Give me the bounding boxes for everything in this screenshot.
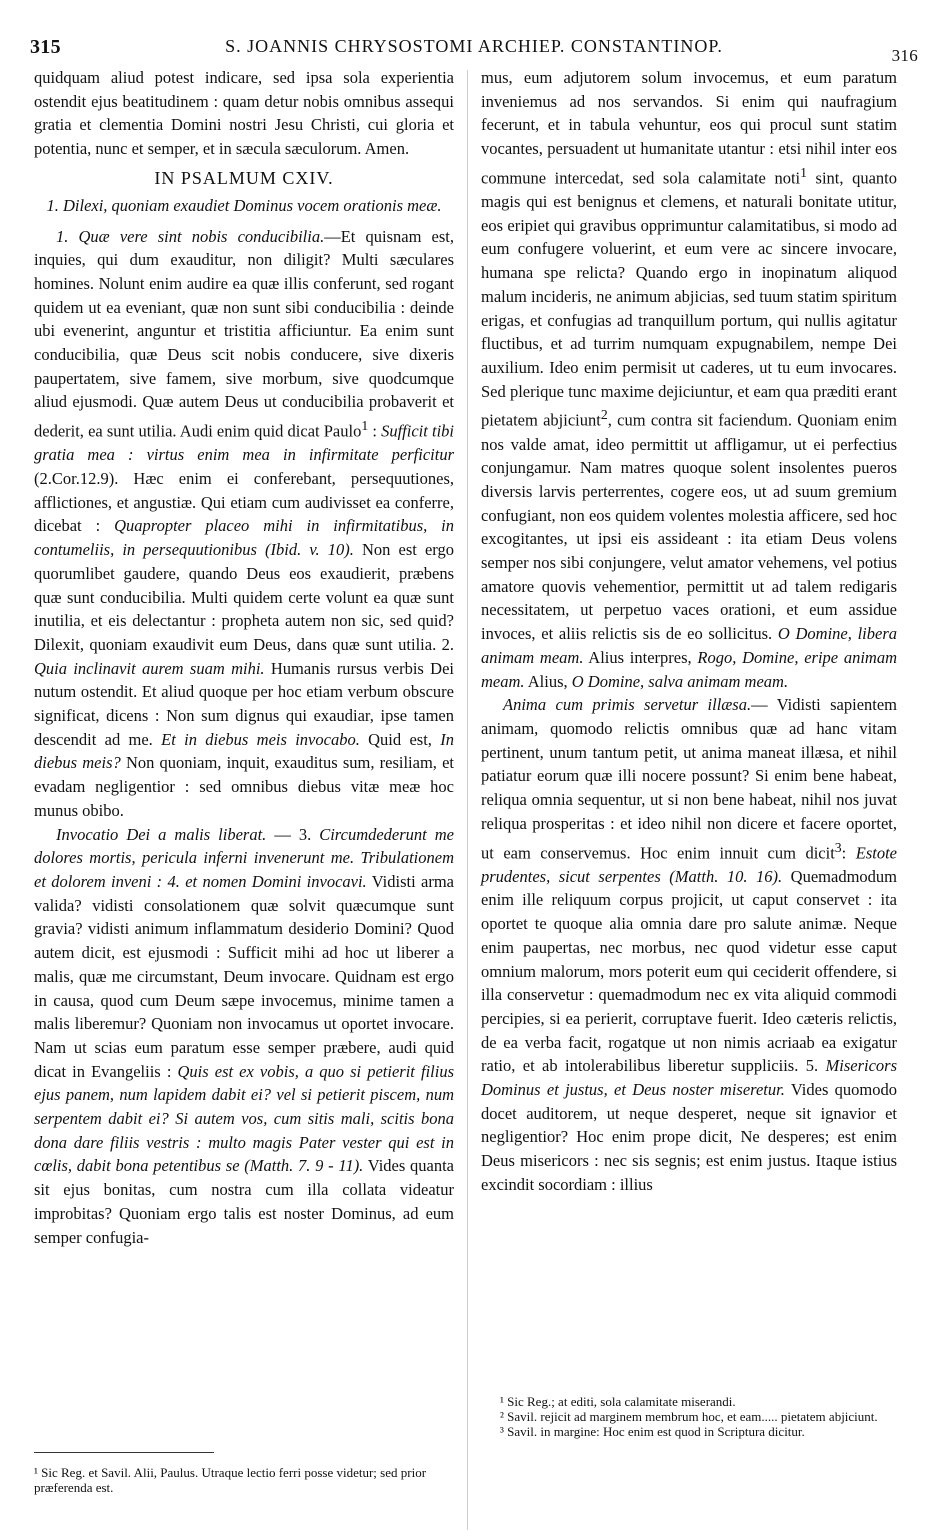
footnote-ref: 2	[600, 407, 608, 423]
footnote-ref: 3	[834, 839, 842, 855]
page-number-left: 315	[30, 36, 61, 58]
page-number-right: 316	[891, 46, 918, 65]
paragraph-lead: Invocatio Dei a malis liberat.	[56, 824, 267, 844]
footnote-3: ³ Savil. in margine: Hoc enim est quod in Scriptura dicitur.	[500, 1424, 805, 1439]
footnote-1: ¹ Sic Reg.; at editi, sola calamitate miserandi.	[500, 1394, 736, 1409]
footnotes-right	[500, 1394, 900, 1439]
paragraph-lead: Anima cum primis servetur illæsa.	[503, 695, 752, 715]
paragraph-continued: mus, eum adjutorem solum invocemus, et eum paratum inveniemus ad nos servandos. Si enim qui naufragium fecerunt, et in tabula vehuntur, eos qui procul sunt statim vocantes, persuadent ut humanitate utantur : etsi nihil inter eos commune intercedat, sed sola calamitate noti$^1$ sint, quanto magis qui est benignus et clemens, et naturali bonitate utitur, eos eripiet qui gravibus opprimuntur calamitatibus, si modo ad eum confugere voluerint, et eum vere ac sincere invocare, humana spe relicta? Quando ergo in inopinatum aliquod malum incideris, ne animum abjicias, sed tuum statim spiritum erigas, et confugias ad tranquillum portum, qui nullis agitatur fluctibus, et ad turrim numquam expugnabilem, nempe Dei auxilium. Ideo enim permisit ut caderes, ut tu eum invocares. Sed plerique tunc maxime dejiciuntur, et eam qua præditi erant pietatem abjiciunt$^2$, cum contra sit faciendum. Quoniam enim nos valde amat, ideo permittit ut affligamur, ut ei perfectius conjungamur. Nam matres quoque solent insolentes pueros diversis larvis perterrentes, cogere eos, ut ad suum gremium confugiant, non eos quidem volentes molestia afficere, sed hoc excogitantes, ut ipsi eis assideant : ita etiam Deus volens semper nos sibi conjungere, velut amator vehemens, vel potius amatore quovis vehementior, permittit ut ad talem redigaris necessitatem, ut perpetuo vaces orationi, et eum assidue invoces, et aliis relictis sis de eo sollicitus. O Domine, libera animam meam. Alius interpres, Rogo, Domine, eripe animam meam. Alius, O Domine, salva animam meam.	[481, 68, 898, 691]
running-title: S. JOANNIS CHRYSOSTOMI ARCHIEP. CONSTANTINOP.	[225, 36, 723, 56]
paragraph-lead: 1. Quæ vere sint nobis conducibilia.	[56, 226, 325, 246]
footnote-2: ² Savil. rejicit ad marginem membrum hoc, et eam..... pietatem abjiciunt.	[500, 1409, 878, 1424]
footnote-left: ¹ Sic Reg. et Savil. Alii, Paulus. Utraque lectio ferri posse videtur; sed prior præferenda est.	[34, 1465, 427, 1495]
page-header	[30, 36, 918, 66]
section-heading: IN PSALMUM CXIV.	[154, 167, 334, 188]
left-column	[34, 66, 454, 1249]
right-column	[481, 66, 897, 1197]
paragraph-2: Invocatio Dei a malis liberat. — 3. Circumdederunt me dolores mortis, pericula inferni invenerunt me. Tribulationem et dolorem inveni : 4. et nomen Domini invocavi. Vidisti arma valida? vidisti consolationem quæ solvit quæcumque sunt gravia? vidisti animum inflammatum desiderio Domini? Quod autem dicit, est ejusmodi : Sufficit mihi ad hoc ut liberer a malis, quæ me circumstant, Deum invocare. Quidnam est ergo in causa, quod cum Deum sæpe invocemus, minime tamen a malis liberemur? Quoniam non invocamus ut oportet invocare. Nam ut scias eum paratum esse semper præbere, audi quid dicat in Evangeliis : Quis est ex vobis, a quo si petierit filius ejus panem, num lapidem dabit ei? vel si petierit piscem, num serpentem dabit ei? Si autem vos, cum sitis mali, scitis bona dona dare filiis vestris : multo magis Pater vester qui est in cœlis, dabit bona petentibus se (Matth. 7. 9 - 11). Vides quanta sit ejus bonitas, cum nostra cum illa collata videatur improbitas? Quoniam ergo talis est noster Dominus, ad eum semper confugia-	[34, 824, 455, 1247]
footnote-ref: 1	[800, 164, 807, 180]
paragraph-intro: quidquam aliud potest indicare, sed ipsa sola experientia ostendit ejus beatitudinem : quam detur nobis omnibus assequi gratia et clementia Domini nostri Jesu Christi, cui gloria et potentia, nunc et semper, et in sæcula sæculorum. Amen.	[34, 68, 454, 159]
verse-quote: 1. Dilexi, quoniam exaudiet Dominus vocem orationis meæ.	[46, 195, 442, 215]
footnote-rule	[34, 1452, 214, 1453]
paragraph-3: Anima cum primis servetur illæsa.— Vidisti sapientem animam, quomodo relictis omnibus quæ ad hanc vitam pertinent, unum tantum petit, ut anima maneat illæsa, et nihil patiatur eorum quæ illi nocere possunt? Si enim bene habeat, reliqua omnia sequentur, ut si non bene habeat, nihil nos juvat reliqua prosperitas : et ideo nihil non dicere et facere oportet, ut eam conservemus. Hoc enim innuit cum dicit$^3$: Estote prudentes, sicut serpentes (Matth. 10. 16). Quemadmodum enim ille reliquum corpus projicit, ut caput conservet : ita oportet te quoque alia omnia dare pro salute animæ. Neque enim paupertas, nec morbus, nec quod videtur esse caput omnium malorum, mors poterit eum qui ceciderit offendere, si illa conservetur : quemadmodum nec ex vita aliquid commodi percipies, si ea perierit, corruptave fuerit. Ideo cæteris relictis, de ea verba facit, rogatque ut non nimis acriaab ea exigatur ratio, et ab intolerabilibus liberetur suppliciis. 5. Misericors Dominus et justus, et Deus noster miseretur. Vides quomodo docet auditorem, ut neque desperet, neque sit ignavior et negligentior? Hoc enim prope dicit, Ne desperes; est enim Deus misericors : nec sis segnis; est enim justus. Itaque istius excindit socordiam : illius	[481, 695, 898, 1194]
paragraph-1: 1. Quæ vere sint nobis conducibilia.—Et quisnam est, inquies, qui dum exauditur, non diligit? Multi sæculares homines. Nolunt enim audire ea quæ illis conferunt, sed rogant quidem ut ea eveniant, quæ non sunt sibi conducibilia : deinde ubi evenerint, anguntur et tristitia afficiuntur. Ea enim sunt conducibilia, quæ Deus scit nobis conducere, sive dixeris paupertatem, sive famem, sive morbum, sive quodcumque aliud ejusmodi. Quæ autem Deus ut conducibilia probaverit et dederit, ea sunt utilia. Audi enim quid dicat Paulo$^1$ : Sufficit tibi gratia mea : virtus enim mea in infirmitate perficitur (2.Cor.12.9). Hæc enim ei conferebant, persequutiones, afflictiones, et angustiæ. Qui etiam cum audivisset ea conferre, dicebat : Quapropter placeo mihi in infirmitatibus, in contumeliis, in persequutionibus (Ibid. v. 10). Non est ergo quorumlibet gaudere, quando Deus eos exaudierit, præbens quæ sunt conducibilia. Multi quidem certe volunt ea quæ sunt inutilia, et eis delectantur : propheta autem non sic, sed quid? Dilexit, quoniam exaudivit eum Deus, dans quæ sunt utilia. 2. Quia inclinavit aurem suam mihi. Humanis rursus verbis Dei nutum ostendit. Et aliud quoque per hoc etiam verbum obscure significat, dicens : Non sum dignus qui exaudiar, ipse tamen descendit ad me. Et in diebus meis invocabo. Quid est, In diebus meis? Non quoniam, inquit, exauditus sum, resiliam, et evadam negligentior : sed omnibus diebus vitæ meæ hoc munus obibo.	[34, 226, 455, 820]
footnote-ref: 1	[361, 418, 369, 434]
column-separator	[467, 70, 468, 1530]
